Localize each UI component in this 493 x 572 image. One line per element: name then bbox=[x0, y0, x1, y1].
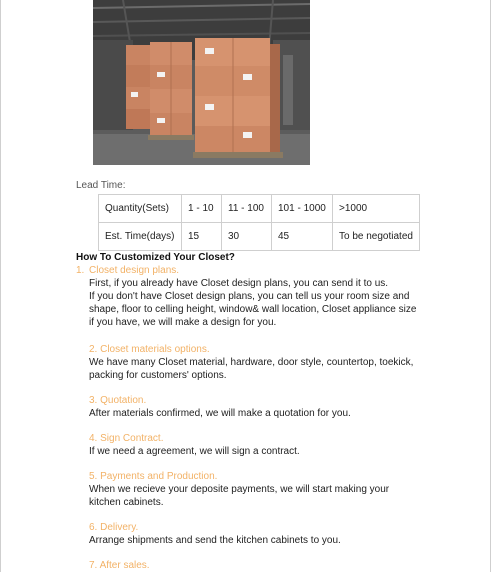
step-title-text: Closet design plans. bbox=[89, 265, 180, 276]
step-title: 4. Sign Contract. bbox=[89, 433, 164, 444]
step-line: When we recieve your deposite payments, we will start making your bbox=[89, 484, 390, 495]
step-body bbox=[76, 356, 421, 382]
lead-time-label: Lead Time: bbox=[76, 180, 126, 191]
step-line: shape, floor to celling height, window& wall location, Closet appliance size bbox=[89, 304, 417, 315]
step-title: 5. Payments and Production. bbox=[89, 471, 218, 482]
step-line: Arrange shipments and send the kitchen cabinets to you. bbox=[89, 535, 341, 546]
step-7 bbox=[76, 559, 421, 572]
step-line: if you have, we will make a design for you. bbox=[89, 317, 277, 328]
table-cell: >1000 bbox=[333, 195, 420, 223]
step-2 bbox=[76, 343, 421, 382]
step-body bbox=[76, 277, 421, 329]
table-cell: 101 - 1000 bbox=[272, 195, 333, 223]
step-line: kitchen cabinets. bbox=[89, 497, 164, 508]
howto-heading: How To Customized Your Closet? bbox=[76, 252, 235, 263]
step-line: packing for customers' options. bbox=[89, 370, 227, 381]
table-cell: 30 bbox=[222, 223, 272, 251]
table-row bbox=[99, 195, 420, 223]
step-6 bbox=[76, 521, 421, 547]
step-5 bbox=[76, 470, 421, 509]
step-line: First, if you already have Closet design plans, you can send it to us. bbox=[89, 278, 389, 289]
step-body bbox=[76, 407, 421, 420]
step-number: 1. bbox=[76, 265, 85, 276]
table-cell: Est. Time(days) bbox=[99, 223, 182, 251]
table-cell: 11 - 100 bbox=[222, 195, 272, 223]
step-4 bbox=[76, 432, 421, 458]
table-row bbox=[99, 223, 420, 251]
step-line: After materials confirmed, we will make a quotation for you. bbox=[89, 408, 351, 419]
step-1 bbox=[76, 264, 421, 329]
table-cell: 1 - 10 bbox=[182, 195, 222, 223]
step-title: 2. Closet materials options. bbox=[89, 344, 210, 355]
step-title: 6. Delivery. bbox=[89, 522, 139, 533]
step-line: If you don't have Closet design plans, you can tell us your room size and bbox=[89, 291, 410, 302]
step-title bbox=[76, 264, 421, 277]
step-line: We have many Closet material, hardware, door style, countertop, toekick, bbox=[89, 357, 414, 368]
step-title: 7. After sales. bbox=[89, 560, 150, 571]
step-3 bbox=[76, 394, 421, 420]
step-line: If we need a agreement, we will sign a contract. bbox=[89, 446, 300, 457]
step-title: 3. Quotation. bbox=[89, 395, 147, 406]
howto-steps bbox=[76, 264, 421, 572]
table-cell: 45 bbox=[272, 223, 333, 251]
table-cell: To be negotiated bbox=[333, 223, 420, 251]
warehouse-boxes-photo-icon bbox=[93, 0, 310, 165]
table-cell: 15 bbox=[182, 223, 222, 251]
step-body bbox=[76, 445, 421, 458]
step-body bbox=[76, 483, 421, 509]
step-body bbox=[76, 534, 421, 547]
table-cell: Quantity(Sets) bbox=[99, 195, 182, 223]
lead-time-table bbox=[98, 194, 420, 251]
warehouse-photo bbox=[93, 0, 310, 165]
